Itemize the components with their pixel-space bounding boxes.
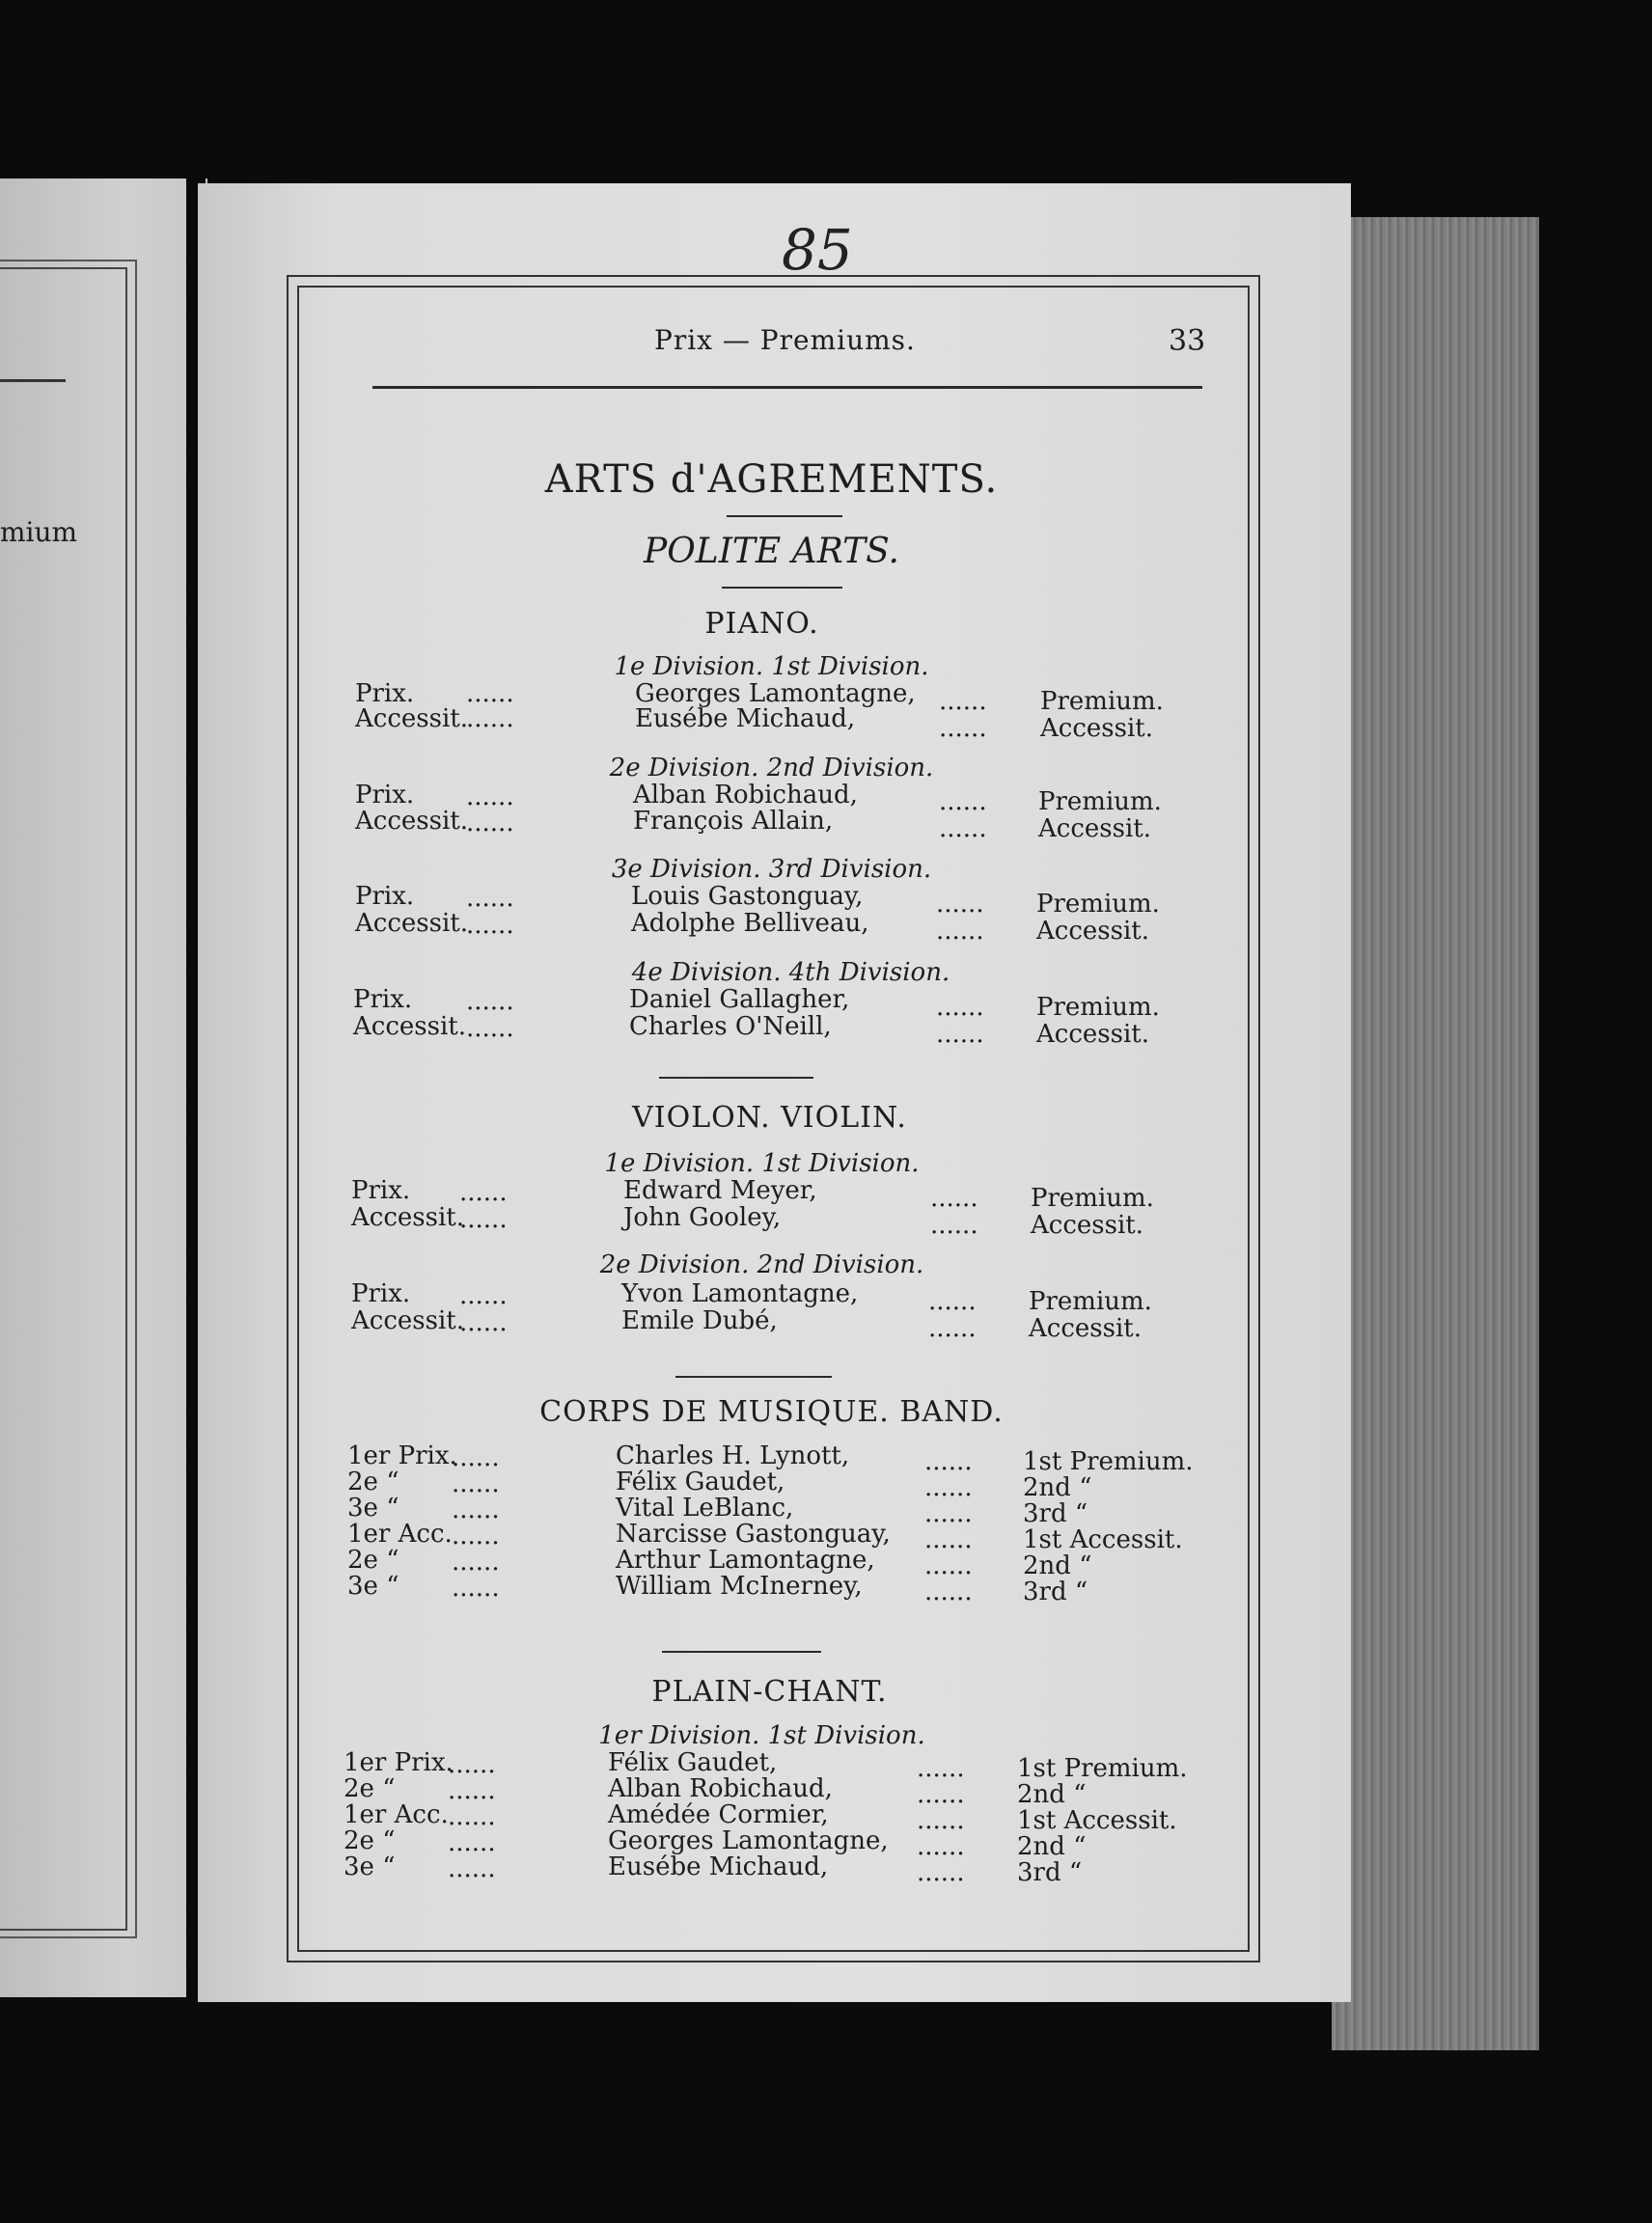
- page-content: [297, 286, 1246, 1948]
- premium-label: 2nd “: [1017, 1780, 1087, 1809]
- winner-name: Eusébe Michaud,: [635, 704, 856, 733]
- prize-label: 2e “: [347, 1546, 399, 1575]
- prize-label: 2e “: [344, 1774, 396, 1803]
- leader-dots: ......: [466, 884, 514, 913]
- leader-dots: ......: [452, 1548, 500, 1577]
- left-page-rule: [0, 379, 66, 382]
- leader-dots: ......: [448, 1854, 496, 1883]
- prize-label: Accessit.: [351, 1306, 464, 1335]
- premium-label: Premium.: [1036, 993, 1160, 1022]
- premium-label: 2nd “: [1023, 1551, 1092, 1580]
- prize-label: 2e “: [344, 1826, 396, 1855]
- division-label: 3e Division. 3rd Division.: [611, 855, 932, 884]
- leader-dots: ......: [928, 1314, 977, 1343]
- section-rule: [662, 1651, 821, 1653]
- winner-name: Georges Lamontagne,: [608, 1826, 889, 1855]
- leader-dots: ......: [466, 809, 514, 837]
- leader-dots: ......: [936, 890, 984, 919]
- leader-dots: ......: [924, 1551, 973, 1580]
- leader-dots: ......: [452, 1443, 500, 1472]
- prize-label: Prix.: [355, 781, 415, 810]
- winner-name: Emile Dubé,: [621, 1306, 778, 1335]
- leader-dots: ......: [466, 1014, 514, 1043]
- premium-label: Accessit.: [1040, 714, 1153, 743]
- prize-label: 1er Prix.: [344, 1748, 454, 1777]
- premium-label: 3rd “: [1023, 1578, 1088, 1606]
- winner-name: Eusébe Michaud,: [608, 1852, 829, 1881]
- section-title-plainchant: PLAIN-CHANT.: [651, 1675, 888, 1709]
- winner-name: William McInerney,: [616, 1572, 863, 1601]
- winner-name: Amédée Cormier,: [608, 1800, 829, 1829]
- leader-dots: ......: [452, 1496, 500, 1524]
- division-label: 2e Division. 2nd Division.: [609, 754, 934, 782]
- premium-label: Accessit.: [1031, 1211, 1143, 1240]
- leader-dots: ......: [466, 704, 514, 733]
- premium-label: Accessit.: [1029, 1314, 1142, 1343]
- leader-dots: ......: [459, 1178, 508, 1207]
- premium-label: Accessit.: [1036, 917, 1149, 946]
- premium-label: 1st Accessit.: [1023, 1525, 1183, 1554]
- prize-label: Prix.: [351, 1176, 411, 1205]
- winner-name: Félix Gaudet,: [608, 1748, 778, 1777]
- premium-label: Premium.: [1038, 787, 1162, 816]
- leader-dots: ......: [452, 1469, 500, 1498]
- winner-name: Narcisse Gastonguay,: [616, 1520, 891, 1549]
- main-title: ARTS d'AGREMENTS.: [544, 457, 999, 502]
- winner-name: John Gooley,: [623, 1203, 782, 1232]
- leader-dots: ......: [448, 1750, 496, 1779]
- rule: [722, 587, 842, 589]
- prize-label: 1er Acc.: [344, 1800, 449, 1829]
- subtitle: POLITE ARTS.: [644, 532, 899, 571]
- leader-dots: ......: [928, 1287, 977, 1316]
- prize-label: Accessit.: [355, 807, 468, 836]
- division-label: 1e Division. 1st Division.: [604, 1149, 920, 1178]
- premium-label: Premium.: [1031, 1184, 1154, 1213]
- leader-dots: ......: [924, 1525, 973, 1554]
- leader-dots: ......: [939, 787, 987, 816]
- page-edges: [1332, 217, 1539, 2050]
- leader-dots: ......: [466, 782, 514, 811]
- prize-label: 3e “: [347, 1494, 399, 1523]
- left-page-fragment: mium: [0, 516, 78, 548]
- premium-label: 1st Premium.: [1023, 1447, 1194, 1476]
- leader-dots: ......: [452, 1574, 500, 1603]
- prize-label: Accessit.: [351, 1203, 464, 1232]
- leader-dots: ......: [924, 1447, 973, 1476]
- premium-label: 3rd “: [1017, 1858, 1083, 1887]
- section-title-piano: PIANO.: [704, 607, 819, 641]
- prize-label: Prix.: [353, 985, 413, 1014]
- winner-name: Félix Gaudet,: [616, 1468, 785, 1496]
- winner-name: Georges Lamontagne,: [635, 679, 916, 708]
- leader-dots: ......: [924, 1578, 973, 1606]
- winner-name: Adolphe Belliveau,: [631, 909, 869, 938]
- prize-label: Accessit.: [355, 704, 468, 733]
- winner-name: Daniel Gallagher,: [629, 985, 850, 1014]
- prize-label: Prix.: [355, 882, 415, 911]
- premium-label: Accessit.: [1036, 1020, 1149, 1049]
- winner-name: Charles O'Neill,: [629, 1012, 832, 1041]
- premium-label: Accessit.: [1038, 814, 1151, 843]
- prize-label: 3e “: [344, 1852, 396, 1881]
- section-rule: [675, 1376, 832, 1378]
- leader-dots: ......: [917, 1832, 965, 1861]
- page-number: 33: [1169, 324, 1206, 358]
- handwritten-folio: 85: [782, 217, 853, 283]
- leader-dots: ......: [917, 1754, 965, 1783]
- leader-dots: ......: [448, 1828, 496, 1857]
- section-title-band: CORPS DE MUSIQUE. BAND.: [539, 1395, 1004, 1429]
- leader-dots: ......: [930, 1184, 978, 1213]
- prize-label: 3e “: [347, 1572, 399, 1601]
- leader-dots: ......: [466, 911, 514, 940]
- running-header: Prix — Premiums.: [654, 324, 916, 356]
- section-title-violin: VIOLON. VIOLIN.: [632, 1101, 907, 1135]
- leader-dots: ......: [917, 1806, 965, 1835]
- rule: [727, 515, 842, 517]
- leader-dots: ......: [466, 679, 514, 708]
- winner-name: Yvon Lamontagne,: [621, 1279, 859, 1308]
- leader-dots: ......: [448, 1802, 496, 1831]
- prize-label: Prix.: [355, 679, 415, 708]
- prize-label: Accessit.: [355, 909, 468, 938]
- winner-name: François Allain,: [633, 807, 834, 836]
- leader-dots: ......: [936, 917, 984, 946]
- leader-dots: ......: [936, 1020, 984, 1049]
- winner-name: Vital LeBlanc,: [616, 1494, 794, 1523]
- division-label: 2e Division. 2nd Division.: [599, 1250, 924, 1279]
- premium-label: 2nd “: [1023, 1473, 1092, 1502]
- premium-label: Premium.: [1040, 687, 1164, 716]
- leader-dots: ......: [924, 1499, 973, 1528]
- prize-label: 2e “: [347, 1468, 399, 1496]
- premium-label: 2nd “: [1017, 1832, 1087, 1861]
- leader-dots: ......: [466, 987, 514, 1016]
- winner-name: Alban Robichaud,: [633, 781, 858, 810]
- winner-name: Alban Robichaud,: [608, 1774, 833, 1803]
- leader-dots: ......: [459, 1308, 508, 1337]
- premium-label: Premium.: [1036, 890, 1160, 919]
- leader-dots: ......: [939, 714, 987, 743]
- leader-dots: ......: [459, 1205, 508, 1234]
- leader-dots: ......: [924, 1473, 973, 1502]
- leader-dots: ......: [936, 993, 984, 1022]
- division-label: 4e Division. 4th Division.: [631, 958, 950, 987]
- winner-name: Louis Gastonguay,: [631, 882, 864, 911]
- premium-label: 3rd “: [1023, 1499, 1088, 1528]
- leader-dots: ......: [452, 1522, 500, 1551]
- prize-label: 1er Acc.: [347, 1520, 453, 1549]
- division-label: 1e Division. 1st Division.: [614, 652, 929, 681]
- winner-name: Charles H. Lynott,: [616, 1441, 850, 1470]
- leader-dots: ......: [459, 1281, 508, 1310]
- premium-label: 1st Premium.: [1017, 1754, 1188, 1783]
- section-rule: [659, 1077, 813, 1079]
- left-page: [0, 178, 207, 1997]
- premium-label: 1st Accessit.: [1017, 1806, 1177, 1835]
- leader-dots: ......: [930, 1211, 978, 1240]
- prize-label: Accessit.: [353, 1012, 466, 1041]
- leader-dots: ......: [939, 814, 987, 843]
- winner-name: Edward Meyer,: [623, 1176, 817, 1205]
- prize-label: Prix.: [351, 1279, 411, 1308]
- leader-dots: ......: [939, 687, 987, 716]
- leader-dots: ......: [917, 1780, 965, 1809]
- division-label: 1er Division. 1st Division.: [598, 1721, 925, 1750]
- leader-dots: ......: [448, 1776, 496, 1805]
- winner-name: Arthur Lamontagne,: [616, 1546, 875, 1575]
- prize-label: 1er Prix.: [347, 1441, 457, 1470]
- premium-label: Premium.: [1029, 1287, 1152, 1316]
- leader-dots: ......: [917, 1858, 965, 1887]
- header-rule: [372, 386, 1202, 389]
